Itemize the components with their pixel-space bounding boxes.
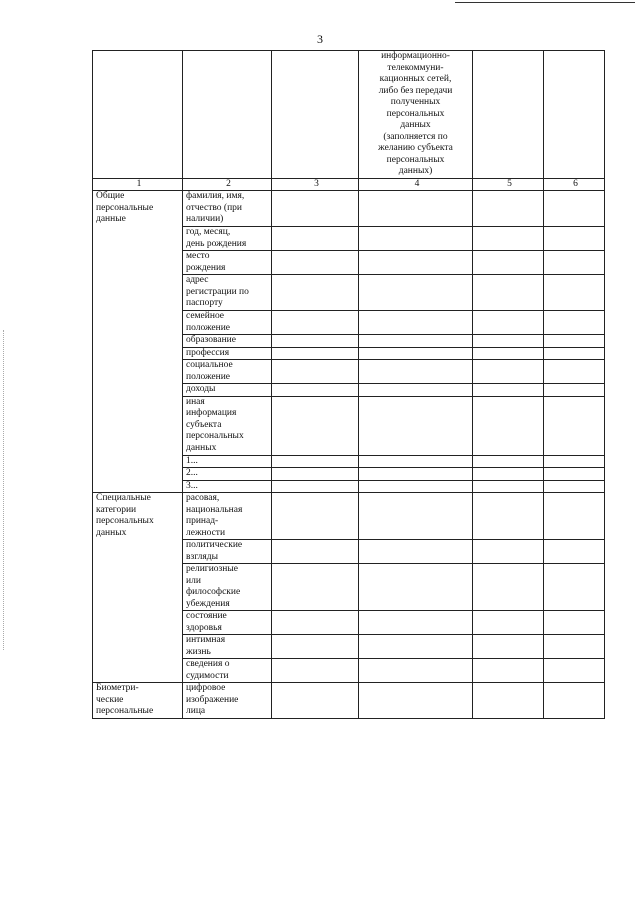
empty-cell-col-4	[359, 493, 473, 540]
empty-cell-col-5	[473, 611, 544, 635]
empty-cell-col-3	[272, 455, 359, 468]
personal-data-table	[92, 50, 605, 719]
empty-cell-col-6	[544, 480, 605, 493]
empty-cell-col-4	[359, 659, 473, 683]
empty-cell-col-6	[544, 493, 605, 540]
empty-cell-col-6	[544, 396, 605, 455]
empty-cell-col-3	[272, 251, 359, 275]
empty-cell-col-3	[272, 683, 359, 719]
empty-cell-col-5	[473, 396, 544, 455]
data-type-cell: 1...	[183, 455, 272, 468]
empty-cell-col-3	[272, 275, 359, 311]
empty-cell-col-6	[544, 275, 605, 311]
empty-cell-col-5	[473, 659, 544, 683]
data-type-cell: состояние здоровья	[183, 611, 272, 635]
empty-cell-col-3	[272, 347, 359, 360]
data-type-cell: религиозные или философские убеждения	[183, 564, 272, 611]
empty-cell-col-4	[359, 396, 473, 455]
empty-cell-col-4	[359, 611, 473, 635]
empty-cell-col-3	[272, 480, 359, 493]
empty-cell-col-5	[473, 360, 544, 384]
empty-cell-col-5	[473, 347, 544, 360]
data-type-cell: адрес регистрации по паспорту	[183, 275, 272, 311]
column-number: 2	[183, 178, 272, 191]
margin-marks	[3, 330, 6, 650]
header-cell-4: информационно- телекоммуни- кационных сетей, либо без передачи полученных персональных данных (заполняется по желанию субъекта персональных данных)	[359, 51, 473, 179]
data-type-cell: 2...	[183, 468, 272, 481]
header-row	[93, 51, 605, 179]
data-type-cell: место рождения	[183, 251, 272, 275]
table-row	[93, 493, 605, 540]
empty-cell-col-4	[359, 480, 473, 493]
empty-cell-col-3	[272, 191, 359, 227]
empty-cell-col-5	[473, 635, 544, 659]
empty-cell-col-5	[473, 564, 544, 611]
empty-cell-col-6	[544, 335, 605, 348]
empty-cell-col-3	[272, 635, 359, 659]
empty-cell-col-5	[473, 468, 544, 481]
empty-cell-col-5	[473, 493, 544, 540]
data-type-cell: образование	[183, 335, 272, 348]
empty-cell-col-4	[359, 683, 473, 719]
empty-cell-col-5	[473, 191, 544, 227]
column-number: 5	[473, 178, 544, 191]
empty-cell-col-5	[473, 540, 544, 564]
header-cell-6	[544, 51, 605, 179]
empty-cell-col-5	[473, 455, 544, 468]
empty-cell-col-6	[544, 311, 605, 335]
header-cell-2	[183, 51, 272, 179]
empty-cell-col-4	[359, 347, 473, 360]
empty-cell-col-4	[359, 251, 473, 275]
empty-cell-col-5	[473, 335, 544, 348]
empty-cell-col-5	[473, 251, 544, 275]
empty-cell-col-3	[272, 227, 359, 251]
empty-cell-col-4	[359, 311, 473, 335]
empty-cell-col-3	[272, 396, 359, 455]
category-cell: Общие персональные данные	[93, 191, 183, 493]
table-row	[93, 191, 605, 227]
data-type-cell: год, месяц, день рождения	[183, 227, 272, 251]
data-type-cell: доходы	[183, 384, 272, 397]
empty-cell-col-3	[272, 564, 359, 611]
header-cell-1	[93, 51, 183, 179]
empty-cell-col-5	[473, 384, 544, 397]
empty-cell-col-6	[544, 191, 605, 227]
empty-cell-col-4	[359, 468, 473, 481]
category-cell: Специальные категории персональных данных	[93, 493, 183, 683]
column-numbers-row	[93, 178, 605, 191]
empty-cell-col-6	[544, 384, 605, 397]
empty-cell-col-4	[359, 540, 473, 564]
empty-cell-col-6	[544, 659, 605, 683]
empty-cell-col-6	[544, 251, 605, 275]
empty-cell-col-3	[272, 611, 359, 635]
data-type-cell: политические взгляды	[183, 540, 272, 564]
data-type-cell: социальное положение	[183, 360, 272, 384]
column-number: 6	[544, 178, 605, 191]
empty-cell-col-6	[544, 455, 605, 468]
top-rule	[455, 2, 635, 3]
empty-cell-col-6	[544, 347, 605, 360]
data-type-cell: расовая, национальная принад- лежности	[183, 493, 272, 540]
empty-cell-col-3	[272, 360, 359, 384]
data-type-cell: цифровое изображение лица	[183, 683, 272, 719]
empty-cell-col-3	[272, 540, 359, 564]
empty-cell-col-3	[272, 335, 359, 348]
page-number: 3	[317, 32, 323, 46]
data-type-cell: 3...	[183, 480, 272, 493]
empty-cell-col-4	[359, 455, 473, 468]
empty-cell-col-4	[359, 227, 473, 251]
column-number: 1	[93, 178, 183, 191]
empty-cell-col-6	[544, 683, 605, 719]
data-type-cell: профессия	[183, 347, 272, 360]
data-type-cell: сведения о судимости	[183, 659, 272, 683]
empty-cell-col-4	[359, 564, 473, 611]
empty-cell-col-3	[272, 468, 359, 481]
empty-cell-col-6	[544, 635, 605, 659]
empty-cell-col-5	[473, 480, 544, 493]
data-type-cell: семейное положение	[183, 311, 272, 335]
data-type-cell: интимная жизнь	[183, 635, 272, 659]
empty-cell-col-4	[359, 384, 473, 397]
empty-cell-col-6	[544, 468, 605, 481]
empty-cell-col-5	[473, 275, 544, 311]
empty-cell-col-5	[473, 683, 544, 719]
empty-cell-col-6	[544, 227, 605, 251]
empty-cell-col-3	[272, 384, 359, 397]
empty-cell-col-4	[359, 275, 473, 311]
empty-cell-col-6	[544, 360, 605, 384]
data-type-cell: фамилия, имя, отчество (при наличии)	[183, 191, 272, 227]
empty-cell-col-5	[473, 311, 544, 335]
category-cell: Биометри- ческие персональные	[93, 683, 183, 719]
empty-cell-col-4	[359, 360, 473, 384]
empty-cell-col-6	[544, 564, 605, 611]
empty-cell-col-4	[359, 635, 473, 659]
data-type-cell: иная информация субъекта персональных данных	[183, 396, 272, 455]
empty-cell-col-6	[544, 540, 605, 564]
empty-cell-col-4	[359, 335, 473, 348]
header-cell-3	[272, 51, 359, 179]
empty-cell-col-4	[359, 191, 473, 227]
empty-cell-col-3	[272, 493, 359, 540]
header-cell-5	[473, 51, 544, 179]
table-row	[93, 683, 605, 719]
column-number: 3	[272, 178, 359, 191]
empty-cell-col-5	[473, 227, 544, 251]
empty-cell-col-3	[272, 659, 359, 683]
column-number: 4	[359, 178, 473, 191]
empty-cell-col-3	[272, 311, 359, 335]
empty-cell-col-6	[544, 611, 605, 635]
